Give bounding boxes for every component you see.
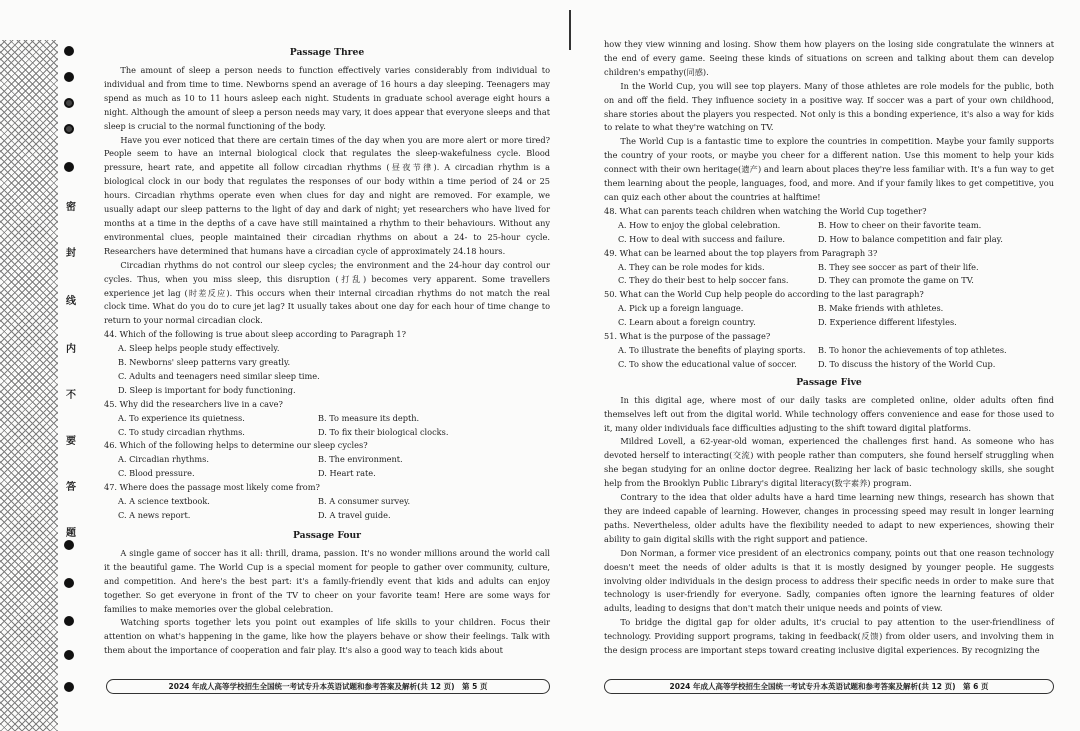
question-45: 45. Why did the researchers live in a cave?: [104, 398, 283, 409]
answer-option: A. To illustrate the benefits of playing sports.: [618, 344, 806, 355]
page-footer: 2024 年成人高等学校招生全国统一考试专升本英语试题和参考答案及解析(共 12 页) 第 6 页: [604, 679, 1054, 694]
passage-paragraph: Have you ever noticed that there are certain times of the day when you are more alert or more tired? People seem to have an internal biological clock that regulates the sleep-wakefulness cycle. Blood pressure, heart rate, and appetite all follow circadian rhythms (昼夜节律). A circadian rhythm is a biological clock in our body that regulates the responses of our body within a time period of 24 or 25 hours. Circadian rhythms operate even when clues for day and night are removed. For example, we usually adapt our sleep patterns to the light of day and dark of night; yet researchers who have lived for months at a time in the depths of a cave have still maintained a rhythm to their behaviours. Without any environmental clues, people maintained their circadian rhythms on about a 24- to 25-hour cycle. Researchers have determined that humans have a circadian cycle of approximately 24.18 hours.: [104, 134, 550, 256]
answer-option: A. Sleep helps people study effectively.: [118, 343, 280, 354]
passage-paragraph: how they view winning and losing. Show them how players on the losing side congratulate the winners at the end of every game. Seeing these kinds of situations on screen and talking about them can develop children's empathy(同感).: [604, 39, 1054, 77]
answer-option: A. Circadian rhythms.: [118, 454, 209, 465]
passage-paragraph: To bridge the digital gap for older adults, it's crucial to pay attention to the user-friendliness of technology. Providing support programs, taking in feedback(反馈) from older users, and involving them in the design process are important steps toward creating inclusive digital experiences. By recognizing the: [604, 617, 1054, 656]
question-47: 47. Where does the passage most likely come from?: [104, 482, 320, 493]
answer-option: C. They do their best to help soccer fans.: [618, 275, 789, 286]
passage-paragraph: The World Cup is a fantastic time to explore the countries in competition. Maybe your family supports the country of your roots, or maybe you cheer for a different nation. Use this moment to help your kids connect with their own heritage(遗产) and learn about places they're less familiar with. It's a fun way to get them learning about the people, languages, food, and more. And if your family likes to get competitive, you can quiz each other about the countries at halftime!: [604, 136, 1054, 202]
passage-paragraph: The amount of sleep a person needs to function effectively varies considerably from individual to individual and from time to time. Newborns spend an average of 16 hours a day sleeping. Teenagers may spend as much as 10 to 11 hours asleep each night. Students in graduate school average eight hours a night. Although the amount of sleep a person needs may vary, it does appear that everyone sleeps and that sleep is crucial to the normal functioning of the body.: [104, 65, 550, 131]
answer-option: A. To experience its quietness.: [118, 412, 245, 423]
answer-row: [604, 316, 1054, 330]
answer-row: [104, 412, 550, 426]
passage-paragraph: In this digital age, where most of our daily tasks are completed online, older adults often find themselves left out from the digital world. While technology offers convenience and ease for those used to it, many older individuals face difficulties adjusting to the shift toward digital platforms.: [604, 394, 1054, 433]
answer-option: D. A travel guide.: [318, 510, 391, 520]
answer-option: C. A news report.: [118, 510, 191, 520]
answer-row: [604, 302, 1054, 316]
answer-row: [104, 495, 550, 509]
answer-option: C. Adults and teenagers need similar sleep time.: [118, 370, 320, 381]
answer-option: D. To fix their biological clocks.: [318, 426, 449, 437]
question-50: 50. What can the World Cup help people do according to the last paragraph?: [604, 289, 924, 300]
passage-five-title: Passage Five: [796, 376, 862, 388]
answer-option: A. Pick up a foreign language.: [618, 303, 744, 314]
passage-paragraph: A single game of soccer has it all: thrill, drama, passion. It's no wonder millions around the world call it the beautiful game. The World Cup is a special moment for people to gather over community, culture, and competition. And here's the best part: it's a family-friendly event that kids and adults can enjoy together. So get everyone in front of the TV to cheer on your favorite team! Here are some ways for families to make memories over the global celebration.: [104, 547, 550, 614]
passage-paragraph: Watching sports together lets you point out examples of life skills to your children. Focus their attention on what's happening in the game, like how the players behave or show their feelings. Talk with them about the importance of cooperation and fair play. It's also a good way to teach kids about: [104, 617, 550, 656]
answer-option: D. Experience different lifestyles.: [818, 317, 957, 328]
answer-row: [604, 261, 1054, 275]
answer-row: [604, 219, 1054, 233]
binding-hole: [64, 540, 74, 550]
binding-hole: [64, 578, 74, 588]
binding-hole: [64, 162, 74, 172]
answer-option: B. A consumer survey.: [318, 496, 411, 507]
answer-row: [604, 274, 1054, 288]
answer-row: [604, 233, 1054, 247]
question-44: 44. Which of the following is true about sleep according to Paragraph 1?: [104, 329, 407, 340]
seal-char: 密: [66, 202, 76, 213]
seal-char: 不: [66, 390, 76, 401]
passage-paragraph: Don Norman, a former vice president of an electronics company, points out that one reason technology doesn't meet the needs of older adults is that it is mostly designed by younger people. He suggests involving older individuals in the design process to address their specific needs in order to make sure that technology is user-friendly for everyone. Sadly, companies often ignore the learning features of older adults, leading to designs that don't match their unique needs and points of view.: [604, 547, 1054, 614]
passage-three-title: Passage Three: [289, 47, 365, 58]
answer-option: D. Sleep is important for body functioning.: [118, 384, 296, 395]
answer-option: B. The environment.: [318, 454, 403, 465]
answer-row: [104, 509, 550, 523]
passage-paragraph: Contrary to the idea that older adults have a hard time learning new things, research has shown that they are indeed capable of learning. However, changes in processing speed may result in longer learning paths. Nevertheless, older adults have the flexibility needed to adapt to new experiences, showing their ability to gain digital skills with the right support and patience.: [604, 492, 1054, 544]
answer-option: A. A science textbook.: [118, 496, 210, 507]
question-46: 46. Which of the following helps to determine our sleep cycles?: [104, 440, 368, 451]
answer-option: D. Heart rate.: [318, 468, 376, 479]
question-51: 51. What is the purpose of the passage?: [604, 331, 771, 342]
answer-option: B. To measure its depth.: [318, 412, 420, 423]
answer-option: B. To honor the achievements of top athletes.: [818, 344, 1007, 355]
answer-option: C. To show the educational value of soccer.: [618, 358, 797, 369]
page-footer: 2024 年成人高等学校招生全国统一考试专升本英语试题和参考答案及解析(共 12 页) 第 5 页: [106, 679, 550, 694]
seal-char: 内: [66, 344, 76, 355]
question-49: 49. What can be learned about the top players from Paragraph 3?: [604, 247, 878, 258]
seal-char: 封: [66, 248, 76, 259]
binding-hole: [64, 46, 74, 56]
binding-hole: [64, 98, 74, 108]
binding-hole: [64, 72, 74, 82]
passage-paragraph: Mildred Lovell, a 62-year-old woman, experienced the challenges first hand. As someone who has devoted herself to interacting(交流) with people rather than computers, she found herself struggling when she began studying for an online doctor degree. Realizing her lack of basic technology skills, she sought help from the Brooklyn Public Library's digital literacy(数字素养) program.: [604, 436, 1054, 489]
answer-option: C. How to deal with success and failure.: [618, 233, 785, 244]
answer-option: D. To discuss the history of the World Cup.: [818, 358, 996, 369]
seal-char: 题: [66, 528, 76, 539]
answer-option: B. Make friends with athletes.: [818, 303, 944, 314]
answer-option: B. They see soccer as part of their life.: [818, 261, 979, 272]
question-48: 48. What can parents teach children when watching the World Cup together?: [604, 205, 927, 216]
answer-option: B. Newborns' sleep patterns vary greatly.: [118, 357, 291, 368]
seal-char: 要: [66, 436, 76, 447]
right-page-column: [604, 38, 1054, 658]
binding-hole: [64, 682, 74, 692]
answer-row: [604, 358, 1054, 372]
binding-hole: [64, 650, 74, 660]
binding-hole: [64, 616, 74, 626]
passage-four-title: Passage Four: [292, 529, 362, 541]
answer-option: A. How to enjoy the global celebration.: [618, 219, 781, 230]
page-fold-line: [569, 10, 571, 50]
answer-row: [104, 453, 550, 467]
answer-row: [604, 344, 1054, 358]
answer-option: A. They can be role modes for kids.: [618, 261, 765, 272]
passage-paragraph: Circadian rhythms do not control our sleep cycles; the environment and the 24-hour day control our cycles. Thus, when you miss sleep, this disruption (打乱) becomes very apparent. Some travellers experience jet lag (时差反应). This occurs when their internal circadian rhythms do not match the real clock time. What do you do to cure jet lag? It usually takes about one day for each hour of time change to return to your normal circadian clock.: [104, 259, 550, 326]
answer-row: [104, 467, 550, 481]
answer-option: C. Blood pressure.: [118, 468, 195, 479]
binding-hole: [64, 124, 74, 134]
passage-paragraph: In the World Cup, you will see top players. Many of those athletes are role models for the public, both on and off the field. They influence society in a positive way. If soccer was a part of your own childhood, share stories about the players you respected. Not only is this a bonding experience, it's also a way for kids to relate to what they're watching on TV.: [604, 80, 1054, 133]
binding-margin-pattern: [0, 40, 58, 731]
answer-option: D. How to balance competition and fair play.: [818, 233, 1003, 244]
seal-char: 线: [66, 296, 76, 307]
answer-option: B. How to cheer on their favorite team.: [818, 219, 982, 230]
answer-option: C. Learn about a foreign country.: [618, 317, 756, 328]
seal-char: 答: [66, 482, 76, 493]
answer-option: C. To study circadian rhythms.: [118, 426, 245, 437]
left-page-column: [104, 44, 550, 658]
answer-option: D. They can promote the game on TV.: [818, 275, 974, 286]
answer-row: [104, 426, 550, 440]
